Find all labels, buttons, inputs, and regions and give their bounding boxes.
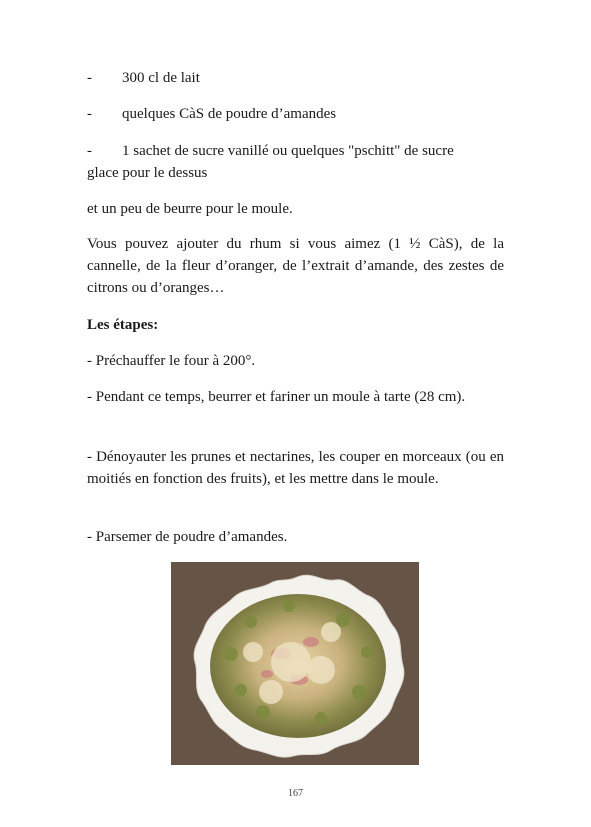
step-3: - Dénoyauter les prunes et nectarines, les couper en morceaux (ou en moitiés en fonction des fruits), et les mettre dans le moule. [87, 449, 504, 487]
ingredient-text: 300 cl de lait [122, 70, 200, 86]
tart-photo [171, 562, 419, 765]
step-2: - Pendant ce temps, beurrer et fariner un moule à tarte (28 cm). [87, 389, 466, 405]
butter-paragraph: et un peu de beurre pour le moule. [87, 201, 293, 217]
step-4: - Parsemer de poudre d’amandes. [87, 529, 288, 545]
ingredient-continuation: glace pour le dessus [87, 165, 208, 181]
steps-heading: Les étapes: [87, 317, 159, 333]
options-paragraph: Vous pouvez ajouter du rhum si vous aimez (1 ½ CàS), de la cannelle, de la fleur d’oranger, de l’extrait d’amande, des zestes de citrons ou d’oranges… [87, 236, 504, 296]
bullet-dash: - [87, 106, 92, 122]
page-number: 167 [288, 788, 303, 799]
bullet-dash: - [87, 143, 92, 159]
ingredient-text: quelques CàS de poudre d’amandes [122, 106, 337, 122]
ingredient-text: 1 sachet de sucre vanillé ou quelques "pschitt" de sucre [122, 143, 454, 159]
step-1: - Préchauffer le four à 200°. [87, 353, 256, 369]
bullet-dash: - [87, 70, 92, 86]
